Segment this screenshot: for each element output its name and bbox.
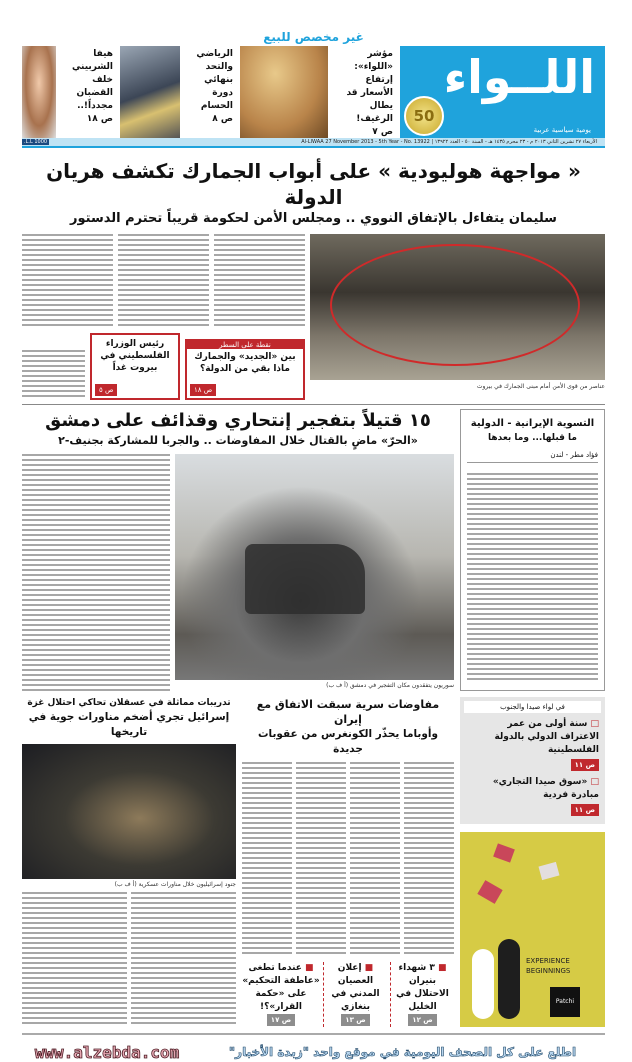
footer-slogan: اطلع على كل الصحف اليومية في موقع واحد "زبدة الأخبار" <box>228 1045 577 1059</box>
lead-subheadline[interactable]: سليمان يتفاءل بالإتفاق النووي .. ومجلس الأمن لحكومة قريباً تحترم الدستور <box>70 211 557 226</box>
iran-headline-1[interactable]: مفاوضات سرية سبقت الاتفاق مع إيران <box>256 698 440 726</box>
footer-url[interactable]: www.alzebda.com <box>34 1043 180 1062</box>
footer-banner <box>22 1043 605 1062</box>
burnt-van <box>245 544 365 614</box>
teaser-text: هيفا الشربيني خلف القضبان مجدداً!.. <box>71 49 113 111</box>
page-ref: ص ١١ <box>571 804 599 816</box>
patchi-ad[interactable] <box>460 832 605 1027</box>
price: 1000 L.L. <box>24 139 48 145</box>
footer-divider <box>22 1033 605 1035</box>
page-ref: ص ١١ <box>571 759 599 771</box>
teaser-text: مؤشر «اللواء»: إرتفاع الأسعار قد يطال الرغيف! <box>346 49 393 124</box>
commentary-title: بين «الجديد» والجمارك ماذا بقي من الدولة؟ <box>194 352 296 374</box>
saida-item[interactable]: □ سنة أولى من عمر الاعتراف الدولي بالدولة الفلسطينية ص ١١ <box>494 719 599 769</box>
lead-body-col2 <box>118 234 209 329</box>
right-rail <box>460 697 605 1027</box>
ad-line2: BEGINNINGS <box>526 967 571 975</box>
syria-headline[interactable]: ١٥ قتيلاً بتفجير إنتحاري وقذائف على دمشق <box>45 410 431 431</box>
highlight-ellipse <box>330 244 580 366</box>
divider <box>22 404 605 405</box>
iran-story <box>242 697 454 1027</box>
page-ref: ص ١٨ <box>86 114 113 124</box>
anniversary-badge: 50 <box>404 96 444 136</box>
iran-body-col2 <box>350 762 400 956</box>
opinion-title: التسوية الإيرانية - الدولية <box>470 418 595 429</box>
customs-photo <box>310 234 605 380</box>
saida-item[interactable]: □ «سوق صيدا التجاري» مبادرة فردية ص ١١ <box>492 777 599 814</box>
saida-item-text: سنة أولى من عمر الاعتراف الدولي بالدولة الفلسطينية <box>494 719 599 755</box>
tagline: يومية سياسية عربية <box>533 126 591 134</box>
israel-kicker: تدريبات مماثلة في عسقلان تحاكي احتلال غزة <box>27 698 231 708</box>
opinion-box[interactable] <box>460 409 605 691</box>
not-for-sale-note: غير مخصص للبيع <box>263 30 364 44</box>
israel-body-col2 <box>22 892 127 1027</box>
saida-box <box>460 697 605 824</box>
israel-photo-caption: جنود إسرائيليون خلال مناورات عسكرية (أ ف ب) <box>114 881 236 888</box>
middle-row <box>22 409 605 691</box>
bottom-row <box>22 697 605 1027</box>
teaser-actress[interactable] <box>60 46 116 138</box>
military-photo <box>22 744 236 879</box>
chocolate-icon <box>538 862 559 880</box>
iran-headline-2[interactable]: وأوباما يحذّر الكونغرس من عقوبات جديدة <box>257 728 439 755</box>
lead-photo-column <box>310 234 605 400</box>
page-ref: ص ١٧ <box>267 1014 295 1026</box>
teaser-text: ٣ شهداء بنيران الاحتلال في الخليل <box>396 963 449 1012</box>
page-ref: ص ٧ <box>372 127 393 137</box>
saida-item-text: «سوق صيدا التجاري» مبادرة فردية <box>492 777 599 800</box>
logo: اللــواء <box>443 50 595 104</box>
page-ref: ص ١٣ <box>341 1014 369 1026</box>
israel-headline[interactable]: إسرائيل تجري أضخم مناورات جوية في تاريخها <box>28 711 230 738</box>
lead-body-col1 <box>214 234 305 329</box>
ad-line1: EXPERIENCE <box>526 957 570 965</box>
bread-photo <box>240 46 328 138</box>
iran-body-col1 <box>404 762 454 956</box>
teaser-hebron[interactable]: ■ ٣ شهداء بنيران الاحتلال في الخليل ص ١٢ <box>390 962 454 1027</box>
teaser-text: عندما تطغى «عاطفة التحكيم» على «حكمة القرار»؟! <box>242 963 320 1012</box>
syria-story <box>22 409 454 691</box>
teaser-text: إعلان العصيان المدني في بنغازي <box>331 963 380 1012</box>
date-strip <box>22 138 605 148</box>
masthead <box>22 46 605 150</box>
page-ref: ص ١٨ <box>190 384 216 396</box>
teaser-text: الرياضي والتحد بنهائي دورة الحسام <box>196 49 233 111</box>
syria-body <box>22 454 170 691</box>
lead-photo-caption: عناصر من قوى الأمن أمام مبنى الجمارك في بيروت <box>476 383 605 390</box>
teaser-refereeing[interactable]: ■ عندما تطغى «عاطفة التحكيم» على «حكمة القرار»؟! ص ١٧ <box>242 963 320 1024</box>
explosion-photo <box>175 454 454 680</box>
commentary-box[interactable] <box>185 339 305 400</box>
white-hand <box>472 949 494 1019</box>
chocolate-icon <box>493 843 515 862</box>
teaser-bread[interactable] <box>332 46 396 138</box>
opinion-subtitle: ما قبلها... وما بعدها <box>488 433 577 443</box>
iran-body-col4 <box>242 762 292 956</box>
pm-visit-box[interactable] <box>90 333 180 400</box>
iran-body-col3 <box>296 762 346 956</box>
page-ref: ص ٨ <box>212 114 233 124</box>
chocolate-icon <box>477 880 502 904</box>
lead-headline[interactable]: « مواجهة هوليودية » على أبواب الجمارك تكشف هريان الدولة <box>46 159 581 209</box>
lead-body-col3 <box>22 234 113 329</box>
pm-visit-title: رئيس الوزراء الفلسطيني في بيروت غداً <box>100 339 170 373</box>
lead-body-col4 <box>22 350 85 400</box>
saida-header: في لواء صيدا والجنوب <box>464 701 601 713</box>
basketball-photo <box>120 46 180 138</box>
lead-text-column <box>22 234 305 400</box>
ad-brand: Patchi <box>550 987 580 1017</box>
page-ref: ص ٥ <box>95 384 117 396</box>
israel-body-col1 <box>131 892 236 1027</box>
teaser-sports[interactable] <box>184 46 236 138</box>
israel-story <box>22 697 236 1027</box>
commentary-kicker: نقطة على السطر <box>187 341 303 349</box>
bottom-teasers <box>242 962 454 1027</box>
lead-area <box>22 234 605 400</box>
syria-photo-caption: سوريون يتفقدون مكان التفجير في دمشق (أ ف ب) <box>326 682 454 689</box>
masthead-logo-block <box>400 46 605 138</box>
syria-subheadline[interactable]: «الحرّ» ماضٍ بالقتال خلال المفاوضات .. والجربا للمشاركة بجنيف-٢ <box>58 434 418 447</box>
opinion-body <box>467 473 598 682</box>
date-line: الأربعاء ٢٧ تشرين الثاني ٢٠١٣ م - ٢٣ محرم ١٤٣٥ هـ - السنة ٥٠ - العدد ١٣٩٢٢ | Al-LIWAA 27 November 2013 - 5th Year - No. 13922 <box>301 139 597 145</box>
black-hand <box>498 939 520 1019</box>
teaser-benghazi[interactable]: ■ إعلان العصيان المدني في بنغازي ص ١٣ <box>323 962 387 1027</box>
page-ref: ص ١٢ <box>408 1014 436 1026</box>
opinion-author: فؤاد مطر - لندن <box>467 451 598 463</box>
actress-photo <box>22 46 56 138</box>
